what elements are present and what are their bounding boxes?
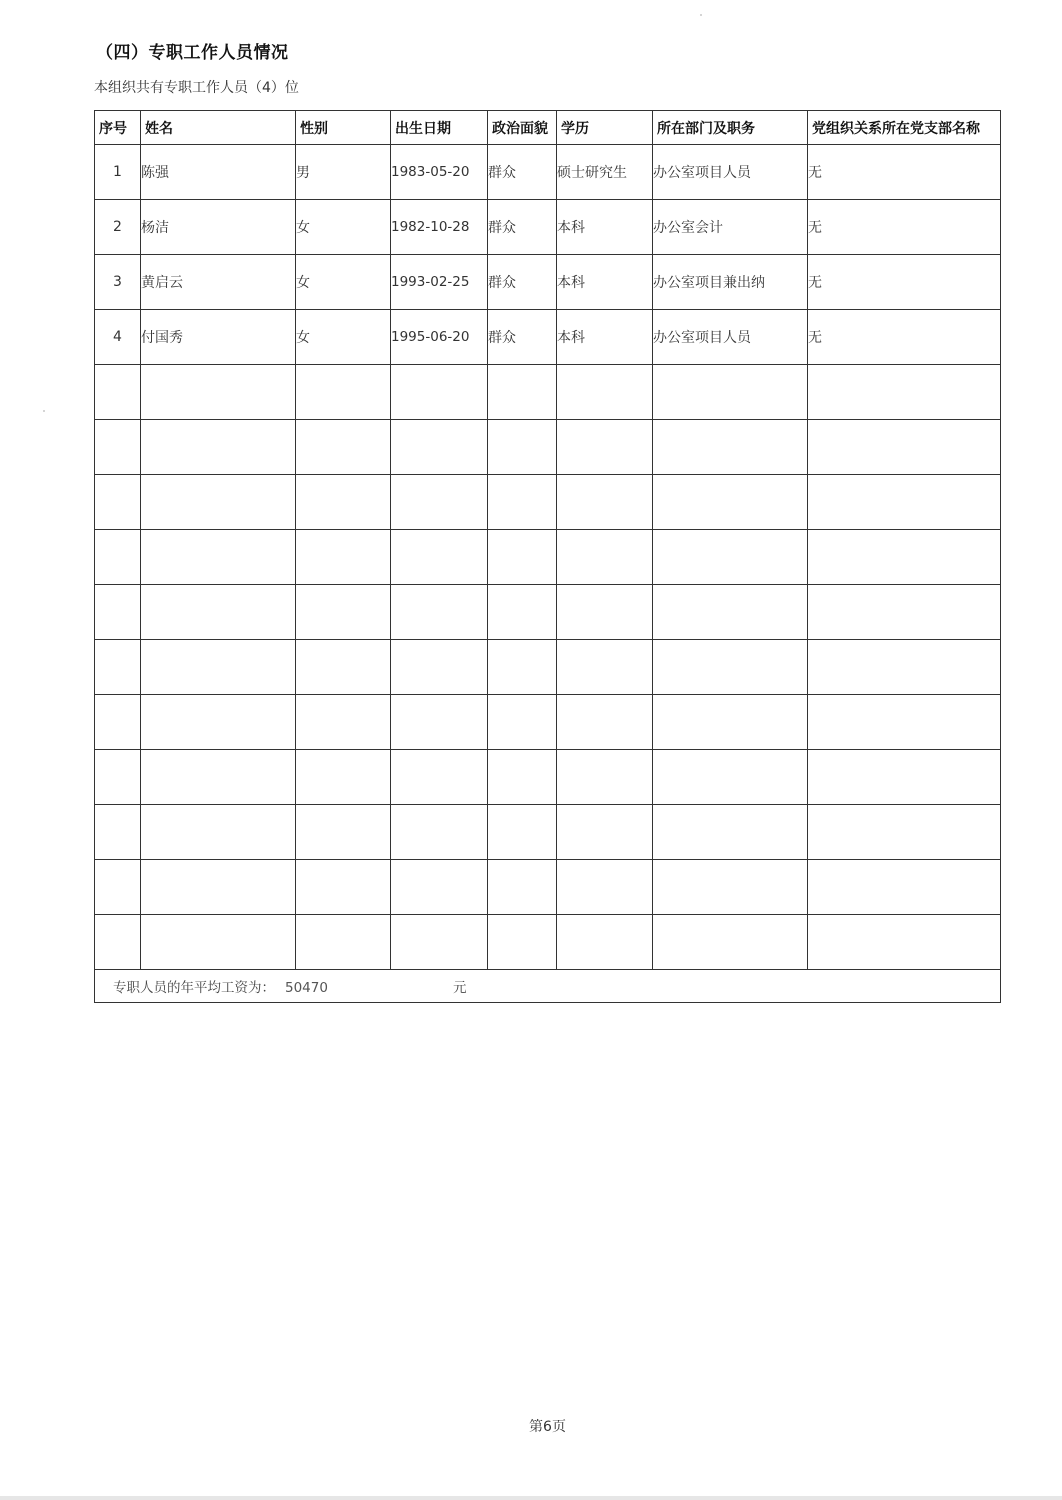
empty-cell — [653, 750, 808, 805]
empty-cell — [391, 365, 488, 420]
row-birth-date: 1983-05-20 — [391, 145, 488, 200]
empty-cell — [296, 475, 391, 530]
row-name: 黄启云 — [141, 255, 296, 310]
empty-cell — [95, 860, 141, 915]
empty-cell — [808, 475, 1001, 530]
header-cell: 性别 — [296, 111, 391, 145]
empty-cell — [391, 805, 488, 860]
empty-cell — [296, 365, 391, 420]
empty-cell — [808, 365, 1001, 420]
empty-cell — [653, 365, 808, 420]
row-name: 杨洁 — [141, 200, 296, 255]
empty-table-row — [95, 860, 1001, 915]
empty-cell — [488, 640, 557, 695]
empty-cell — [95, 365, 141, 420]
row-gender: 女 — [296, 255, 391, 310]
empty-cell — [557, 860, 653, 915]
empty-cell — [141, 860, 296, 915]
row-party-branch: 无 — [808, 200, 1001, 255]
page-number: 第6页 — [529, 1419, 566, 1435]
empty-cell — [808, 805, 1001, 860]
empty-cell — [808, 585, 1001, 640]
empty-cell — [488, 860, 557, 915]
empty-cell — [95, 475, 141, 530]
row-party-branch: 无 — [808, 255, 1001, 310]
empty-cell — [653, 420, 808, 475]
row-political-status: 群众 — [488, 200, 557, 255]
empty-cell — [296, 640, 391, 695]
empty-table-row — [95, 805, 1001, 860]
empty-cell — [557, 915, 653, 970]
row-political-status: 群众 — [488, 255, 557, 310]
salary-value: 50470 — [285, 980, 328, 996]
empty-cell — [557, 475, 653, 530]
empty-cell — [653, 585, 808, 640]
row-political-status: 群众 — [488, 145, 557, 200]
row-education: 本科 — [557, 310, 653, 365]
row-department: 办公室项目人员 — [653, 310, 808, 365]
empty-cell — [141, 695, 296, 750]
empty-cell — [557, 530, 653, 585]
row-gender: 女 — [296, 200, 391, 255]
empty-cell — [557, 585, 653, 640]
salary-row — [95, 970, 1001, 1003]
empty-cell — [296, 585, 391, 640]
empty-cell — [95, 530, 141, 585]
empty-cell — [296, 805, 391, 860]
empty-cell — [391, 530, 488, 585]
empty-cell — [95, 915, 141, 970]
table-header-row — [95, 111, 1001, 145]
staff-count-text: 本组织共有专职工作人员（4）位 — [94, 80, 299, 96]
empty-table-row — [95, 530, 1001, 585]
salary-label: 专职人员的年平均工资为： — [113, 980, 275, 996]
row-birth-date: 1982-10-28 — [391, 200, 488, 255]
empty-cell — [488, 420, 557, 475]
empty-cell — [808, 530, 1001, 585]
empty-cell — [808, 750, 1001, 805]
header-cell: 出生日期 — [391, 111, 488, 145]
empty-cell — [141, 420, 296, 475]
empty-cell — [296, 420, 391, 475]
empty-cell — [653, 860, 808, 915]
header-cell: 姓名 — [141, 111, 296, 145]
row-party-branch: 无 — [808, 310, 1001, 365]
row-index: 4 — [95, 310, 141, 365]
empty-cell — [488, 915, 557, 970]
salary-unit: 元 — [453, 980, 467, 996]
salary-cell — [95, 970, 1001, 1003]
empty-cell — [296, 750, 391, 805]
empty-cell — [391, 860, 488, 915]
empty-cell — [653, 805, 808, 860]
empty-cell — [391, 750, 488, 805]
empty-cell — [141, 805, 296, 860]
row-gender: 女 — [296, 310, 391, 365]
row-index: 3 — [95, 255, 141, 310]
empty-cell — [391, 640, 488, 695]
empty-cell — [808, 860, 1001, 915]
header-cell: 所在部门及职务 — [653, 111, 808, 145]
row-index: 2 — [95, 200, 141, 255]
empty-cell — [488, 530, 557, 585]
empty-cell — [653, 530, 808, 585]
empty-cell — [391, 420, 488, 475]
row-education: 硕士研究生 — [557, 145, 653, 200]
empty-cell — [95, 585, 141, 640]
row-name: 陈强 — [141, 145, 296, 200]
empty-cell — [557, 695, 653, 750]
scan-speck — [43, 410, 45, 412]
section-title: （四）专职工作人员情况 — [96, 43, 289, 63]
row-index: 1 — [95, 145, 141, 200]
empty-cell — [141, 365, 296, 420]
empty-cell — [141, 530, 296, 585]
header-cell: 政治面貌 — [488, 111, 557, 145]
empty-cell — [557, 640, 653, 695]
empty-cell — [391, 695, 488, 750]
empty-cell — [808, 640, 1001, 695]
empty-cell — [296, 695, 391, 750]
empty-table-row — [95, 585, 1001, 640]
empty-cell — [95, 695, 141, 750]
header-cell: 学历 — [557, 111, 653, 145]
empty-cell — [95, 640, 141, 695]
row-political-status: 群众 — [488, 310, 557, 365]
table-row — [95, 145, 1001, 200]
empty-cell — [391, 585, 488, 640]
empty-table-row — [95, 365, 1001, 420]
empty-cell — [488, 695, 557, 750]
empty-cell — [488, 585, 557, 640]
empty-cell — [653, 475, 808, 530]
empty-cell — [391, 475, 488, 530]
empty-cell — [141, 585, 296, 640]
row-education: 本科 — [557, 200, 653, 255]
empty-cell — [808, 915, 1001, 970]
scan-bottom-edge — [0, 1496, 1062, 1500]
table-row — [95, 200, 1001, 255]
empty-cell — [296, 530, 391, 585]
empty-cell — [141, 750, 296, 805]
empty-cell — [557, 365, 653, 420]
table-row — [95, 310, 1001, 365]
staff-table — [94, 110, 1001, 1003]
empty-cell — [557, 420, 653, 475]
row-party-branch: 无 — [808, 145, 1001, 200]
table-row — [95, 255, 1001, 310]
empty-cell — [488, 805, 557, 860]
row-birth-date: 1993-02-25 — [391, 255, 488, 310]
empty-table-row — [95, 420, 1001, 475]
row-birth-date: 1995-06-20 — [391, 310, 488, 365]
empty-cell — [557, 805, 653, 860]
empty-cell — [141, 640, 296, 695]
empty-cell — [95, 750, 141, 805]
empty-cell — [653, 695, 808, 750]
empty-cell — [653, 640, 808, 695]
header-cell: 党组织关系所在党支部名称 — [808, 111, 1001, 145]
row-name: 付国秀 — [141, 310, 296, 365]
empty-cell — [808, 420, 1001, 475]
empty-cell — [296, 860, 391, 915]
empty-cell — [653, 915, 808, 970]
row-education: 本科 — [557, 255, 653, 310]
empty-cell — [808, 695, 1001, 750]
empty-cell — [95, 805, 141, 860]
empty-cell — [488, 750, 557, 805]
empty-table-row — [95, 640, 1001, 695]
row-department: 办公室项目人员 — [653, 145, 808, 200]
empty-table-row — [95, 915, 1001, 970]
empty-cell — [391, 915, 488, 970]
header-cell: 序号 — [95, 111, 141, 145]
empty-cell — [141, 475, 296, 530]
empty-cell — [488, 365, 557, 420]
empty-table-row — [95, 695, 1001, 750]
empty-cell — [557, 750, 653, 805]
empty-cell — [296, 915, 391, 970]
empty-cell — [141, 915, 296, 970]
row-gender: 男 — [296, 145, 391, 200]
row-department: 办公室项目兼出纳 — [653, 255, 808, 310]
empty-cell — [488, 475, 557, 530]
empty-table-row — [95, 475, 1001, 530]
empty-cell — [95, 420, 141, 475]
row-department: 办公室会计 — [653, 200, 808, 255]
scan-speck — [700, 14, 702, 16]
empty-table-row — [95, 750, 1001, 805]
